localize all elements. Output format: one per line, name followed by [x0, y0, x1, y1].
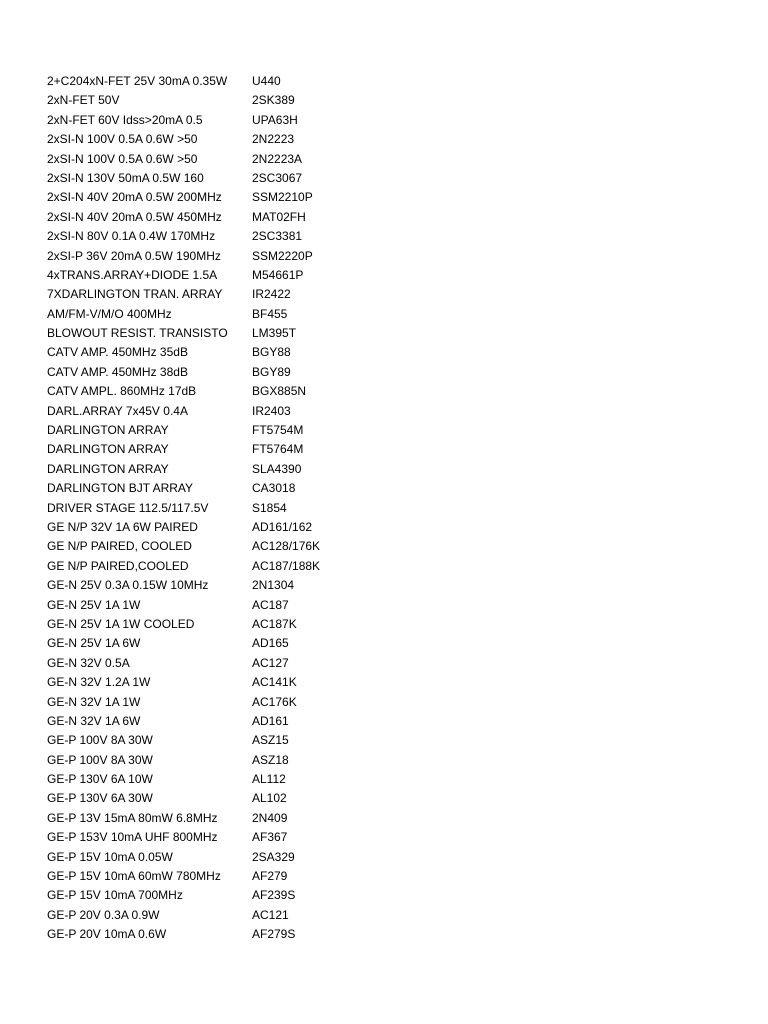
part-number-cell: IR2403 — [252, 403, 291, 418]
description-cell: GE-N 32V 1A 6W — [47, 713, 141, 728]
table-row — [47, 499, 747, 518]
table-row — [47, 266, 747, 285]
part-number-cell: AC187K — [252, 616, 297, 631]
parts-list — [47, 72, 747, 945]
table-row — [47, 537, 747, 556]
description-cell: GE-N 32V 1.2A 1W — [47, 675, 151, 690]
table-row — [47, 460, 747, 479]
part-number-cell: UPA63H — [252, 112, 298, 127]
description-cell: GE-P 153V 10mA UHF 800MHz — [47, 830, 218, 845]
part-number-cell: ASZ18 — [252, 752, 289, 767]
part-number-cell: 2N1304 — [252, 578, 295, 593]
part-number-cell: FT5764M — [252, 442, 304, 457]
table-row — [47, 673, 747, 692]
table-row — [47, 227, 747, 246]
part-number-cell: AC128/176K — [252, 539, 321, 554]
part-number-cell: LM395T — [252, 326, 297, 341]
table-row — [47, 208, 747, 227]
part-number-cell: BGY89 — [252, 364, 291, 379]
description-cell: 2xSI-P 36V 20mA 0.5W 190MHz — [47, 248, 221, 263]
table-row — [47, 557, 747, 576]
part-number-cell: AF279S — [252, 927, 296, 942]
table-row — [47, 363, 747, 382]
description-cell: CATV AMP. 450MHz 35dB — [47, 345, 188, 360]
part-number-cell: BF455 — [252, 306, 288, 321]
description-cell: BLOWOUT RESIST. TRANSISTO — [47, 326, 228, 341]
table-row — [47, 518, 747, 537]
part-number-cell: AC121 — [252, 907, 289, 922]
part-number-cell: 2N2223A — [252, 151, 303, 166]
description-cell: 2xN-FET 60V Idss>20mA 0.5 — [47, 112, 203, 127]
table-row — [47, 654, 747, 673]
table-row — [47, 809, 747, 828]
description-cell: GE-P 15V 10mA 0.05W — [47, 849, 173, 864]
table-row — [47, 440, 747, 459]
description-cell: DARLINGTON ARRAY — [47, 423, 169, 438]
description-cell: GE-P 20V 0.3A 0.9W — [47, 907, 160, 922]
part-number-cell: 2N409 — [252, 810, 288, 825]
part-number-cell: AD161 — [252, 713, 289, 728]
part-number-cell: BGY88 — [252, 345, 291, 360]
table-row — [47, 712, 747, 731]
table-row — [47, 285, 747, 304]
table-row — [47, 906, 747, 925]
table-row — [47, 382, 747, 401]
table-row — [47, 634, 747, 653]
table-row — [47, 150, 747, 169]
table-row — [47, 828, 747, 847]
table-row — [47, 789, 747, 808]
description-cell: GE-N 25V 1A 1W — [47, 597, 141, 612]
table-row — [47, 848, 747, 867]
part-number-cell: CA3018 — [252, 481, 296, 496]
description-cell: GE-P 15V 10mA 700MHz — [47, 888, 183, 903]
table-row — [47, 111, 747, 130]
description-cell: GE-N 32V 0.5A — [47, 655, 130, 670]
part-number-cell: FT5754M — [252, 423, 304, 438]
description-cell: DARLINGTON BJT ARRAY — [47, 481, 194, 496]
table-row — [47, 615, 747, 634]
description-cell: GE-P 130V 6A 30W — [47, 791, 153, 806]
table-row — [47, 130, 747, 149]
part-number-cell: 2SC3381 — [252, 229, 303, 244]
table-row — [47, 596, 747, 615]
part-number-cell: AF367 — [252, 830, 288, 845]
table-row — [47, 770, 747, 789]
description-cell: GE-P 100V 8A 30W — [47, 752, 153, 767]
table-row — [47, 324, 747, 343]
part-number-cell: S1854 — [252, 500, 287, 515]
part-number-cell: ASZ15 — [252, 733, 289, 748]
description-cell: GE N/P PAIRED,COOLED — [47, 558, 189, 573]
description-cell: 4xTRANS.ARRAY+DIODE 1.5A — [47, 267, 218, 282]
description-cell: GE-N 25V 1A 6W — [47, 636, 141, 651]
part-number-cell: SLA4390 — [252, 461, 302, 476]
part-number-cell: AD161/162 — [252, 519, 313, 534]
part-number-cell: AD165 — [252, 636, 289, 651]
description-cell: DARLINGTON ARRAY — [47, 461, 169, 476]
part-number-cell: 2SC3067 — [252, 170, 303, 185]
part-number-cell: 2SA329 — [252, 849, 295, 864]
description-cell: GE-N 25V 0.3A 0.15W 10MHz — [47, 578, 209, 593]
table-row — [47, 751, 747, 770]
table-row — [47, 886, 747, 905]
part-number-cell: AC141K — [252, 675, 297, 690]
part-number-cell: U440 — [252, 74, 281, 88]
part-number-cell: 2SK389 — [252, 93, 295, 108]
table-row — [47, 421, 747, 440]
description-cell: GE-P 130V 6A 10W — [47, 772, 153, 787]
part-number-cell: BGX885N — [252, 384, 307, 399]
part-number-cell: IR2422 — [252, 287, 291, 302]
part-number-cell: SSM2210P — [252, 190, 313, 205]
description-cell: 2xSI-N 100V 0.5A 0.6W >50 — [47, 132, 198, 147]
table-row — [47, 343, 747, 362]
part-number-cell: AC176K — [252, 694, 297, 709]
table-row — [47, 305, 747, 324]
table-row — [47, 867, 747, 886]
table-row — [47, 925, 747, 944]
description-cell: AM/FM-V/M/O 400MHz — [47, 306, 172, 321]
description-cell: 2xSI-N 40V 20mA 0.5W 450MHz — [47, 209, 222, 224]
part-number-cell: AL112 — [252, 772, 286, 787]
table-row — [47, 72, 747, 91]
description-cell: DARL.ARRAY 7x45V 0.4A — [47, 403, 188, 418]
part-number-cell: AF239S — [252, 888, 296, 903]
description-cell: 7XDARLINGTON TRAN. ARRAY — [47, 287, 223, 302]
table-row — [47, 91, 747, 110]
table-row — [47, 731, 747, 750]
part-number-cell: AF279 — [252, 869, 288, 884]
description-cell: DRIVER STAGE 112.5/117.5V — [47, 500, 209, 515]
table-row — [47, 169, 747, 188]
table-row — [47, 188, 747, 207]
description-cell: GE-P 20V 10mA 0.6W — [47, 927, 167, 942]
part-number-cell: SSM2220P — [252, 248, 313, 263]
part-number-cell: M54661P — [252, 267, 304, 282]
part-number-cell: MAT02FH — [252, 209, 306, 224]
description-cell: GE-P 15V 10mA 60mW 780MHz — [47, 869, 221, 884]
description-cell: GE-N 25V 1A 1W COOLED — [47, 616, 195, 631]
description-cell: 2xN-FET 50V — [47, 93, 120, 108]
description-cell: 2+C204xN-FET 25V 30mA 0.35W — [47, 74, 228, 88]
description-cell: CATV AMP. 450MHz 38dB — [47, 364, 188, 379]
description-cell: 2xSI-N 80V 0.1A 0.4W 170MHz — [47, 229, 216, 244]
part-number-cell: 2N2223 — [252, 132, 295, 147]
table-row — [47, 247, 747, 266]
description-cell: GE-N 32V 1A 1W — [47, 694, 141, 709]
part-number-cell: AC127 — [252, 655, 289, 670]
table-row — [47, 576, 747, 595]
table-row — [47, 402, 747, 421]
description-cell: GE N/P 32V 1A 6W PAIRED — [47, 519, 198, 534]
description-cell: DARLINGTON ARRAY — [47, 442, 169, 457]
part-number-cell: AC187 — [252, 597, 289, 612]
description-cell: GE-P 100V 8A 30W — [47, 733, 153, 748]
description-cell: GE N/P PAIRED, COOLED — [47, 539, 192, 554]
description-cell: 2xSI-N 100V 0.5A 0.6W >50 — [47, 151, 198, 166]
description-cell: GE-P 13V 15mA 80mW 6.8MHz — [47, 810, 218, 825]
table-row — [47, 479, 747, 498]
description-cell: 2xSI-N 40V 20mA 0.5W 200MHz — [47, 190, 222, 205]
part-number-cell: AL102 — [252, 791, 287, 806]
description-cell: 2xSI-N 130V 50mA 0.5W 160 — [47, 170, 204, 185]
description-cell: CATV AMPL. 860MHz 17dB — [47, 384, 197, 399]
part-number-cell: AC187/188K — [252, 558, 321, 573]
table-row — [47, 693, 747, 712]
